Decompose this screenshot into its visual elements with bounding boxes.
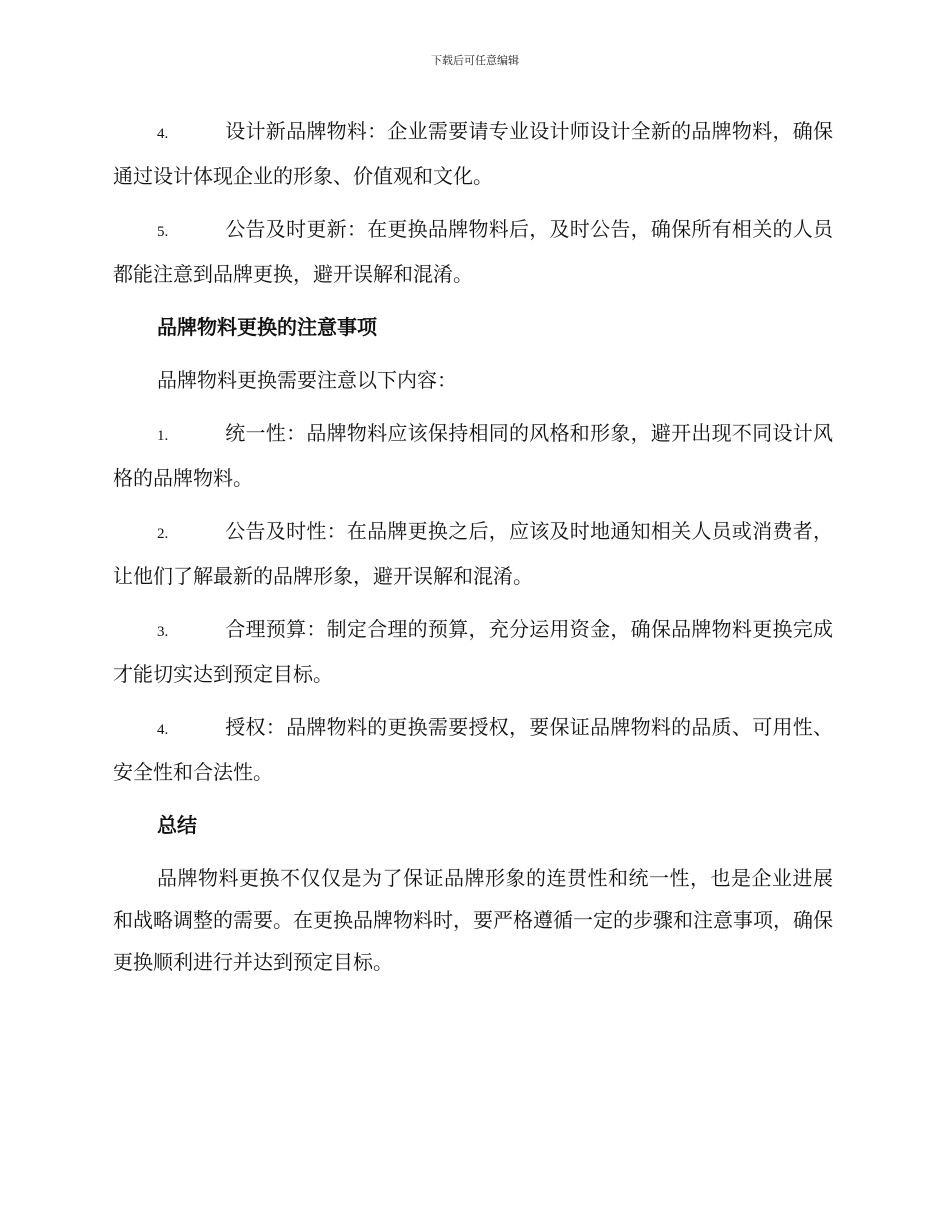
document-body (113, 110, 833, 994)
list-item (113, 608, 833, 695)
section-heading-summary: 总结 (157, 813, 197, 837)
list-item-number: 4. (157, 126, 169, 142)
section-heading-notes: 品牌物料更换的注意事项 (157, 315, 377, 339)
list-item-number: 1. (157, 428, 169, 444)
list-item-text: 公告及时更新：在更换品牌物料后，及时公告，确保所有相关的人员都能注意到品牌更换，避开误解和混淆。 (113, 217, 833, 286)
list-item-number: 4. (157, 722, 169, 738)
list-item-text: 统一性：品牌物料应该保持相同的风格和形象，避开出现不同设计风格的品牌物料。 (113, 421, 833, 490)
list-item-text: 公告及时性：在品牌更换之后，应该及时地通知相关人员或消费者，让他们了解最新的品牌形象，避开误解和混淆。 (113, 519, 833, 588)
list-item-number: 5. (157, 224, 169, 240)
section-intro: 品牌物料更换需要注意以下内容： (157, 368, 457, 392)
list-item-text: 设计新品牌物料：企业需要请专业设计师设计全新的品牌物料，确保通过设计体现企业的形象、价值观和文化。 (113, 119, 833, 188)
summary-paragraph: 品牌物料更换不仅仅是为了保证品牌形象的连贯性和统一性，也是企业进展和战略调整的需要。在更换品牌物料时，要严格遵循一定的步骤和注意事项，确保更换顺利进行并达到预定目标。 (113, 866, 833, 974)
list-item-number: 3. (157, 624, 169, 640)
list-item (113, 412, 833, 499)
list-item (113, 110, 833, 197)
list-item (113, 208, 833, 295)
list-item-text: 授权：品牌物料的更换需要授权，要保证品牌物料的品质、可用性、安全性和合法性。 (113, 715, 833, 784)
list-item-text: 合理预算：制定合理的预算，充分运用资金，确保品牌物料更换完成才能切实达到预定目标。 (113, 617, 833, 686)
list-item-number: 2. (157, 526, 169, 542)
list-item (113, 510, 833, 597)
list-item (113, 706, 833, 793)
page-header: 下载后可任意编辑 (431, 54, 519, 67)
